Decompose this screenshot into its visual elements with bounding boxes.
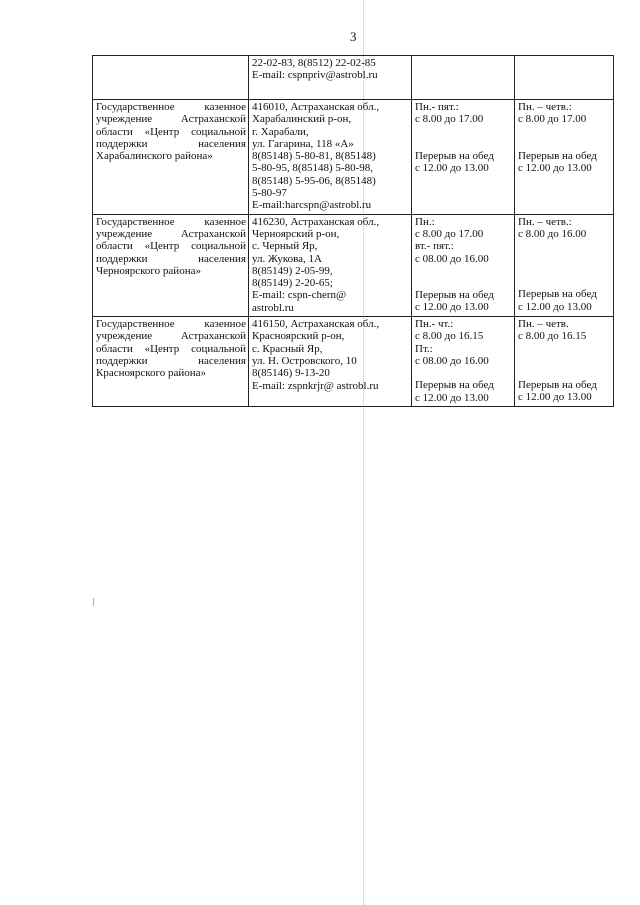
lunch-hours: с 12.00 до 13.00: [518, 161, 592, 174]
email-line: E-mail:harcspn@astrobl.ru: [252, 199, 372, 212]
lunch-hours: с 12.00 до 13.00: [415, 391, 489, 404]
schedule-days: Пн.:: [415, 215, 435, 228]
address-line: ул. Н. Островского, 10: [252, 354, 357, 367]
address-line: Черноярский р-он,: [252, 227, 340, 240]
schedule-days: Пн.- пят.:: [415, 101, 459, 113]
table-row: [93, 100, 614, 215]
lunch-label: Перерыв на обед: [518, 378, 597, 391]
phone-line: 5-80-97: [252, 187, 287, 200]
address-line: ул. Жукова, 1А: [252, 252, 322, 265]
address-line: Красноярский р-он,: [252, 330, 345, 343]
lunch-label: Перерыв на обед: [415, 379, 494, 392]
schedule-cell: [515, 214, 614, 316]
phone-line: 5-80-95, 8(85148) 5-80-98,: [252, 162, 373, 175]
lunch-hours: с 12.00 до 13.00: [415, 301, 489, 314]
phone-line: 8(85149) 2-05-99,: [252, 264, 333, 277]
schedule-cell: [515, 317, 614, 407]
org-cell: [93, 317, 249, 407]
schedule-hours: с 8.00 до 16.00: [518, 227, 587, 240]
address-cell: [249, 56, 412, 100]
lunch-label: Перерыв на обед: [518, 149, 597, 162]
lunch-label: Перерыв на обед: [415, 288, 494, 301]
org-name: Государственное казенное учреждение Астраханской области «Центр социальной поддержки населения Харабалинского района»: [96, 101, 246, 163]
schedule-hours: с 8.00 до 16.15: [518, 330, 587, 343]
schedule-hours: с 8.00 до 17.00: [415, 227, 484, 240]
schedule-days: Пн.- чт.:: [415, 318, 454, 331]
address-cell: [249, 317, 412, 407]
schedule-days: Пн. – четв.:: [518, 215, 572, 228]
org-cell: [93, 56, 249, 100]
schedule-hours: с 8.00 до 17.00: [415, 113, 484, 126]
schedule-cell: [412, 214, 515, 316]
email-line: E-mail: zspnkrjr@ astrobl.ru: [252, 379, 379, 392]
address-line: ул. Гагарина, 118 «А»: [252, 137, 354, 150]
schedule-cell: [412, 56, 515, 100]
phone-line: 8(85149) 2-20-65;: [252, 277, 333, 290]
phone-line: 8(85148) 5-95-06, 8(85148): [252, 174, 376, 187]
page-number: 3: [350, 29, 357, 44]
schedule-hours: с 8.00 до 16.15: [415, 330, 484, 343]
table-row: [93, 56, 614, 100]
lunch-label: Перерыв на обед: [518, 288, 597, 301]
table-row: [93, 214, 614, 316]
address-line: с. Черный Яр,: [252, 240, 318, 253]
table-row: [93, 317, 614, 407]
lunch-hours: с 12.00 до 13.00: [518, 390, 592, 403]
lunch-hours: с 12.00 до 13.00: [415, 161, 489, 174]
schedule-cell: [515, 56, 614, 100]
schedule-days: вт.- пят.:: [415, 240, 454, 253]
schedule-days: Пн. – четв.:: [518, 101, 572, 113]
org-cell: [93, 214, 249, 316]
email-line: astrobl.ru: [252, 301, 294, 314]
address-line: 416150, Астраханская обл.,: [252, 318, 380, 331]
address-cell: [249, 214, 412, 316]
phone-line: 8(85146) 9-13-20: [252, 367, 330, 380]
contacts-table: [92, 55, 614, 407]
address-line: г. Харабали,: [252, 125, 309, 138]
document-table: [92, 55, 603, 407]
email-line: E-mail: cspn-chern@: [252, 289, 347, 302]
lunch-label: Перерыв на обед: [415, 149, 494, 162]
schedule-hours: с 08.00 до 16.00: [415, 252, 489, 265]
schedule-hours: с 8.00 до 17.00: [518, 113, 587, 126]
phone-line: 8(85148) 5-80-81, 8(85148): [252, 150, 376, 163]
org-name: Государственное казенное учреждение Астраханской области «Центр социальной поддержки населения Черноярского района»: [96, 215, 246, 277]
org-cell: [93, 100, 249, 215]
address-line: 416230, Астраханская обл.,: [252, 215, 380, 228]
email-line: E-mail: cspnpriv@astrobl.ru: [252, 69, 378, 82]
schedule-hours: с 08.00 до 16.00: [415, 354, 489, 367]
address-line: Харабалинский р-он,: [252, 113, 352, 126]
address-line: с. Красный Яр,: [252, 342, 323, 355]
schedule-cell: [515, 100, 614, 215]
scan-speck: [93, 598, 94, 606]
org-name: Государственное казенное учреждение Астраханской области «Центр социальной поддержки населения Красноярского района»: [96, 318, 246, 380]
schedule-days: Пт.:: [415, 342, 433, 355]
schedule-cell: [412, 100, 515, 215]
address-line: 22-02-83, 8(8512) 22-02-85: [252, 57, 376, 69]
lunch-hours: с 12.00 до 13.00: [518, 300, 592, 313]
schedule-cell: [412, 317, 515, 407]
schedule-days: Пн. – четв.: [518, 318, 569, 331]
address-cell: [249, 100, 412, 215]
address-line: 416010, Астраханская обл.,: [252, 101, 380, 113]
